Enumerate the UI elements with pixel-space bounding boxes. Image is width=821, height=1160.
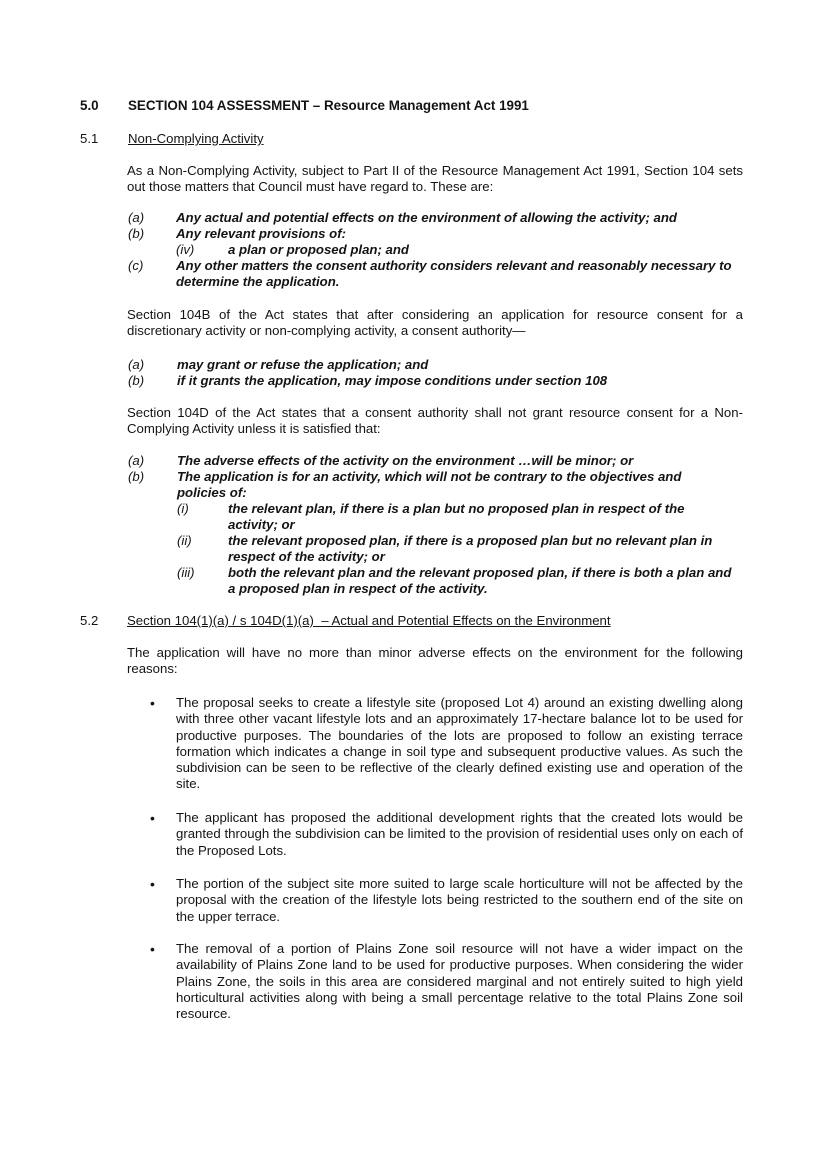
list-item: may grant or refuse the application; and bbox=[177, 357, 429, 372]
bullet-item: The portion of the subject site more suited to large scale horticulture will not be affected by the proposal with the creation of the lifestyle lots being restricted to the southern end of the site on the upper terrace. bbox=[176, 876, 743, 924]
section-5-1-title: Non-Complying Activity bbox=[128, 131, 264, 146]
list-item: The adverse effects of the activity on the environment …will be minor; or bbox=[177, 453, 634, 468]
list-item: The application is for an activity, which will not be contrary to the objectives and policies of: bbox=[177, 469, 682, 501]
section-5-1-number: 5.1 bbox=[80, 131, 99, 146]
list-label: (a) bbox=[128, 357, 145, 372]
section-5-2-title: Section 104(1)(a) / s 104D(1)(a) – Actual and Potential Effects on the Environment bbox=[127, 613, 611, 628]
sublist-item: the relevant proposed plan, if there is a proposed plan but no relevant plan in respect of the activity; or bbox=[228, 533, 713, 565]
sublist-label: (iii) bbox=[177, 565, 195, 580]
list-item: Any other matters the consent authority considers relevant and reasonably necessary to determine the application. bbox=[176, 258, 732, 290]
list-label: (a) bbox=[128, 453, 145, 468]
list-label: (a) bbox=[128, 210, 145, 225]
list-item: if it grants the application, may impose conditions under section 108 bbox=[177, 373, 608, 388]
section-5-1-intro: As a Non-Complying Activity, subject to Part II of the Resource Management Act 1991, Section 104 sets out those matters that Council must have regard to. These are: bbox=[127, 163, 743, 195]
bullet-item: The applicant has proposed the additional development rights that the created lots would be granted through the subdivision can be limited to the provision of residential uses only on each of the Proposed Lots. bbox=[176, 810, 743, 858]
sublist-item: both the relevant plan and the relevant proposed plan, if there is both a plan and a proposed plan in respect of the activity. bbox=[228, 565, 732, 597]
bullet-icon: • bbox=[150, 876, 155, 892]
list-label: (b) bbox=[128, 373, 145, 388]
list-label: (b) bbox=[128, 469, 145, 484]
list-item: Any actual and potential effects on the environment of allowing the activity; and bbox=[176, 210, 677, 225]
section-5-2-number: 5.2 bbox=[80, 613, 99, 628]
section-104d-paragraph: Section 104D of the Act states that a consent authority shall not grant resource consent for a Non-Complying Activity unless it is satisfied that: bbox=[127, 405, 743, 437]
section-5-0-number: 5.0 bbox=[80, 98, 99, 113]
list-item: Any relevant provisions of: bbox=[176, 226, 347, 241]
bullet-icon: • bbox=[150, 695, 155, 711]
section-5-0-title: SECTION 104 ASSESSMENT – Resource Management Act 1991 bbox=[128, 98, 529, 113]
sublist-label: (ii) bbox=[177, 533, 192, 548]
bullet-item: The removal of a portion of Plains Zone soil resource will not have a wider impact on the availability of Plains Zone land to be used for productive purposes. When considering the wider Plains Zone, the soils in this area are considered marginal and not entirely suited to high yield horticultural activities along with being a small percentage relative to the total Plains Zone soil resource. bbox=[176, 941, 743, 1022]
section-104b-paragraph: Section 104B of the Act states that after considering an application for resource consent for a discretionary activity or non-complying activity, a consent authority— bbox=[127, 307, 743, 339]
section-5-2-intro: The application will have no more than minor adverse effects on the environment for the following reasons: bbox=[127, 645, 743, 677]
list-label: (b) bbox=[128, 226, 145, 241]
bullet-icon: • bbox=[150, 941, 155, 957]
sublist-label: (i) bbox=[177, 501, 189, 516]
list-item: a plan or proposed plan; and bbox=[228, 242, 409, 257]
list-label: (iv) bbox=[176, 242, 195, 257]
bullet-item: The proposal seeks to create a lifestyle site (proposed Lot 4) around an existing dwelling along with three other vacant lifestyle lots and an approximately 17-hectare balance lot to be used for productive purposes. The boundaries of the lots are proposed to follow an existing terrace formation which indicates a change in soil type and subsequent productive values. As such the subdivision can be seen to be reflective of the clearly defined existing use and operation of the site. bbox=[176, 695, 743, 792]
bullet-icon: • bbox=[150, 810, 155, 826]
list-label: (c) bbox=[128, 258, 144, 273]
sublist-item: the relevant plan, if there is a plan but no proposed plan in respect of the activity; or bbox=[228, 501, 685, 533]
